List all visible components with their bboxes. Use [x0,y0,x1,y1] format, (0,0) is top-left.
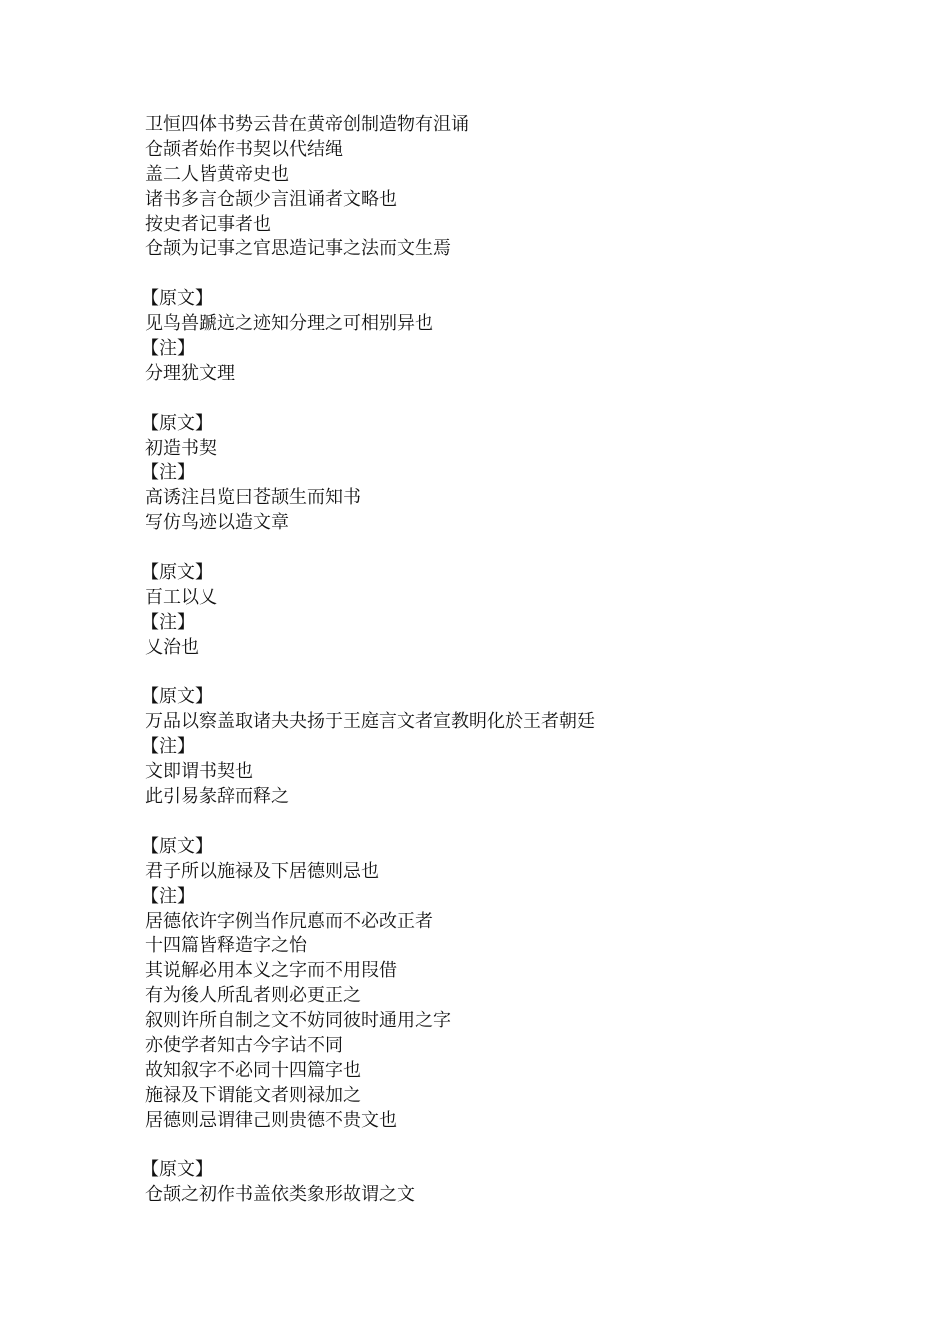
note-text-line: 有为後人所乱者则必更正之 [145,985,361,1007]
text-line: 卫恒四体书势云昔在黄帝创制造物有沮诵 [145,114,469,135]
original-text-line: 仓颉之初作书盖依类象形故谓之文 [145,1184,415,1206]
section-gap [145,810,905,835]
original-text-line: 百工以乂 [145,586,217,608]
section-2 [141,412,905,536]
section-1 [141,287,905,387]
text-line: 仓颉为记事之官思造记事之法而文生焉 [145,238,451,260]
intro-block [145,113,905,262]
original-label: 【原文】 [141,1159,213,1181]
original-label: 【原文】 [141,686,213,708]
original-label: 【原文】 [141,562,213,584]
section-6 [141,1158,905,1208]
text-line: 按史者记事者也 [145,213,271,235]
note-label: 【注】 [141,885,195,907]
note-label: 【注】 [141,338,195,360]
note-text-line: 十四篇皆释造字之怡 [145,935,307,957]
text-line: 仓颉者始作书契以代结绳 [145,138,343,160]
note-text-line: 分理犹文理 [145,362,235,384]
note-text-line: 故知叙字不必同十四篇字也 [145,1059,361,1081]
text-line: 诸书多言仓颉少言沮诵者文略也 [145,188,397,210]
section-gap [145,661,905,686]
note-text-line: 乂治也 [145,636,199,658]
original-label: 【原文】 [141,412,213,434]
note-label: 【注】 [141,462,195,484]
note-label: 【注】 [141,736,195,758]
section-gap [145,387,905,412]
original-text-line: 万品以察盖取诸夬夬扬于王庭言文者宣教眀化於王者朝廷 [145,711,595,733]
note-text-line: 其说解必用本义之字而不用叚借 [145,960,397,982]
document-page [141,113,905,1208]
note-text-line: 施禄及下谓能文者则禄加之 [145,1084,361,1106]
note-text-line: 文即谓书契也 [145,761,253,783]
note-text-line: 叙则许所自制之文不妨同彼时通用之字 [145,1010,451,1032]
note-text-line: 居德则忌谓律己则贵德不贵文也 [145,1109,397,1131]
note-text-line: 写仿鸟迹以造文章 [145,512,289,534]
text-line: 盖二人皆黄帝史也 [145,163,289,185]
section-gap [145,1134,905,1159]
section-gap [145,262,905,287]
original-label: 【原文】 [141,835,213,857]
section-3 [141,561,905,661]
section-5 [141,835,905,1134]
note-label: 【注】 [141,611,195,633]
original-text-line: 初造书契 [145,437,217,459]
section-4 [141,685,905,809]
section-gap [145,536,905,561]
original-text-line: 君子所以施禄及下居德则忌也 [145,860,379,882]
original-text-line: 见鸟兽蹏迒之迹知分理之可相别异也 [145,313,433,335]
note-text-line: 亦使学者知古今字诂不同 [145,1034,343,1056]
note-text-line: 高诱注吕览曰苍颉生而知书 [145,487,361,509]
note-text-line: 居德依许字例当作凥悳而不必改正者 [145,910,433,932]
original-label: 【原文】 [141,288,213,310]
note-text-line: 此引易彖辞而释之 [145,786,289,808]
